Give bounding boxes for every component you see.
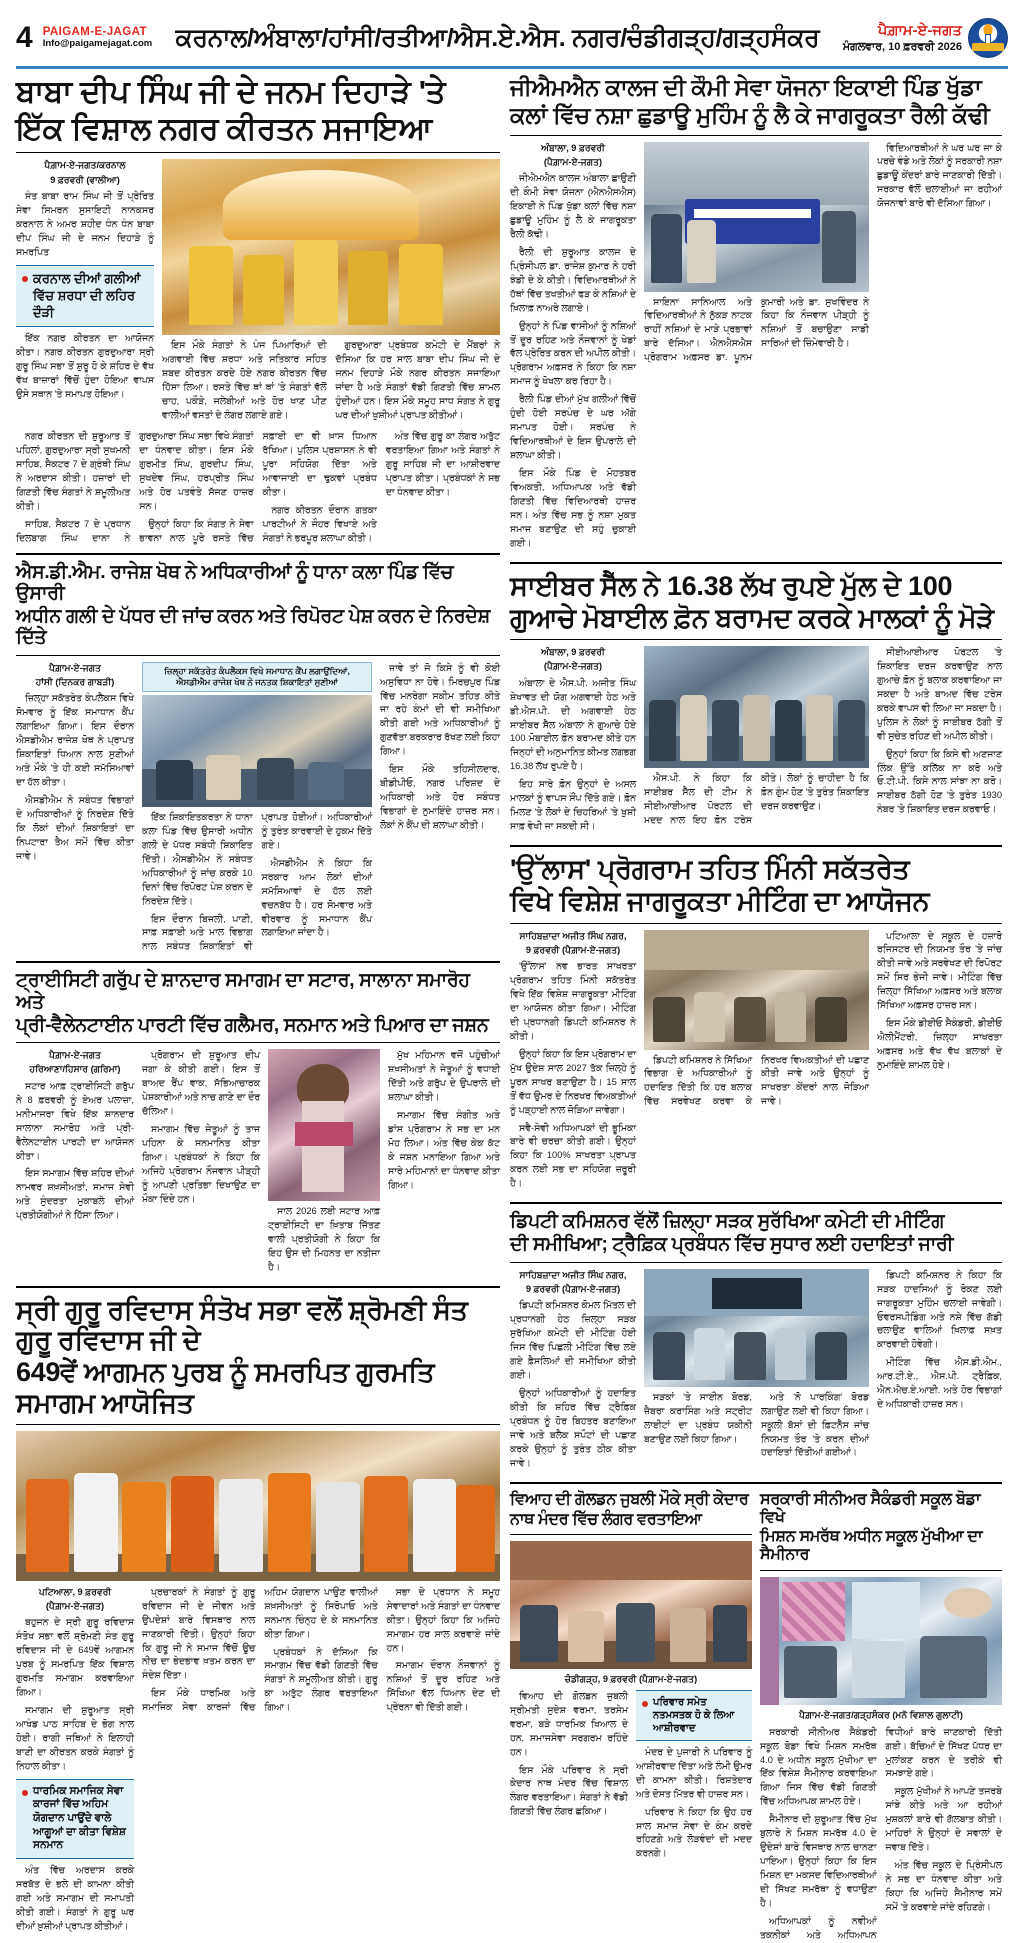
paragraph: ਇੱਕ ਸ਼ਿਕਾਇਤਕਰਤਾ ਨੇ ਧਾਨਾ ਕਲਾ ਪਿੰਡ ਵਿੱਚ ਉਸਾਰੀ ਅਧੀਨ ਗਲੀ ਦੇ ਪੱਧਰ ਸਬੰਧੀ ਸ਼ਿਕਾਇਤ ਦਿੱਤੀ। ਐਸਡੀਐਮ ਨੇ ਸਬੰਧਤ ਅਧਿਕਾਰੀਆਂ ਨੂੰ ਜਾਂਚ ਕਰਕੇ 10 ਦਿਨਾਂ ਵਿੱਚ ਰਿਪੋਰਟ ਪੇਸ਼ ਕਰਨ ਦੇ ਨਿਰਦੇਸ਼ ਦਿੱਤੇ। xyxy=(142,811,253,906)
headline-line-2: ਗੁਆਚੇ ਮੋਬਾਈਲ ਫ਼ੋਨ ਬਰਾਮਦ ਕਰਕੇ ਮਾਲਕਾਂ ਨੂੰ ਮੋੜੇ xyxy=(510,602,994,633)
paragraph: ਸਮਾਗਮ ਵਿੱਚ ਸੰਗੀਤ ਅਤੇ ਡਾਂਸ ਪ੍ਰੋਗਰਾਮ ਨੇ ਸਭ ਦਾ ਮਨ ਮੋਹ ਲਿਆ। ਅੰਤ ਵਿੱਚ ਕੇਕ ਕੱਟ ਕੇ ਜਸ਼ਨ ਮਨਾਇਆ ਗਿਆ ਅਤੇ ਸਾਰੇ ਮਹਿਮਾਨਾਂ ਦਾ ਧੰਨਵਾਦ ਕੀਤਾ ਗਿਆ। xyxy=(388,1109,500,1190)
paragraph: ਡਿਪਟੀ ਕਮਿਸ਼ਨਰ ਨੇ ਕਿਹਾ ਕਿ ਸੜਕ ਹਾਦਸਿਆਂ ਨੂੰ ਰੋਕਣ ਲਈ ਜਾਗਰੂਕਤਾ ਮੁਹਿੰਮ ਚਲਾਈ ਜਾਵੇਗੀ। ਓਵਰਸਪੀਡਿੰਗ ਅਤੇ ਨਸ਼ੇ ਵਿੱਚ ਗੱਡੀ ਚਲਾਉਣ ਵਾਲਿਆਂ ਖ਼ਿਲਾਫ਼ ਸਖ਼ਤ ਕਾਰਵਾਈ ਹੋਵੇਗੀ। xyxy=(877,1269,1002,1350)
divider xyxy=(510,1202,1002,1204)
paragraph: ਮੰਦਰ ਦੇ ਪੁਜਾਰੀ ਨੇ ਪਰਿਵਾਰ ਨੂੰ ਆਸ਼ੀਰਵਾਦ ਦਿੱਤਾ ਅਤੇ ਲੰਮੀ ਉਮਰ ਦੀ ਕਾਮਨਾ ਕੀਤੀ। ਰਿਸ਼ਤੇਦਾਰ ਅਤੇ ਦੋਸਤ ਮਿੱਤਰ ਵੀ ਹਾਜ਼ਰ ਸਨ। xyxy=(636,1746,752,1799)
article-photo-ravidas-sangat xyxy=(16,1431,500,1581)
byline-line-1: ਸਾਹਿਬਜ਼ਾਦਾ ਅਜੀਤ ਸਿੰਘ ਨਗਰ, xyxy=(519,1269,627,1280)
paragraph: ਵਿਆਹ ਦੀ ਗੋਲਡਨ ਜੁਬਲੀ ਸ੍ਰੀਮਤੀ ਸੁਦੇਸ਼ ਵਰਮਾ, ਤਰਸੇਮ ਵਰਮਾ, ਬੜੇ ਧਾਰਮਿਕ ਖਿਆਲ ਦੇ ਹਨ, ਸਮਾਜਸੇਵਾ ਸਰਗਰਮ ਰਹਿੰਦੇ ਹਨ। xyxy=(510,1690,628,1757)
article-ullas-programme xyxy=(510,854,1002,1195)
paragraph: ਸਭਾ ਦੇ ਪ੍ਰਧਾਨ ਨੇ ਸਮੂਹ ਸੇਵਾਦਾਰਾਂ ਅਤੇ ਸੰਗਤਾਂ ਦਾ ਧੰਨਵਾਦ ਕੀਤਾ। ਉਨ੍ਹਾਂ ਕਿਹਾ ਕਿ ਅਜਿਹੇ ਸਮਾਗਮ ਹਰ ਸਾਲ ਕਰਵਾਏ ਜਾਂਦੇ ਹਨ। xyxy=(386,1586,500,1653)
paragraph: ਡਿਪਟੀ ਕਮਿਸ਼ਨਰ ਨੇ ਸਿੱਖਿਆ ਵਿਭਾਗ ਦੇ ਅਧਿਕਾਰੀਆਂ ਨੂੰ ਹਦਾਇਤ ਦਿੱਤੀ ਕਿ ਹਰ ਬਲਾਕ ਵਿੱਚ ਸਰਵੇਖਣ ਕਰਵਾ ਕੇ ਨਿਰਖਰ ਵਿਅਕਤੀਆਂ ਦੀ ਪਛਾਣ ਕੀਤੀ ਜਾਵੇ ਅਤੇ ਉਨ੍ਹਾਂ ਨੂੰ ਸਾਖਰਤਾ ਕੇਂਦਰਾਂ ਨਾਲ ਜੋੜਿਆ ਜਾਵੇ। xyxy=(644,1054,869,1107)
headline-line-1: ਬਾਬਾ ਦੀਪ ਸਿੰਘ ਜੀ ਦੇ ਜਨਮ ਦਿਹਾੜੇ 'ਤੇ xyxy=(16,74,446,109)
highlight-box xyxy=(636,1690,752,1741)
headline-line-1: ਸਾਈਬਰ ਸੈੱਲ ਨੇ 16.38 ਲੱਖ ਰੁਪਏ ਮੁੱਲ ਦੇ 100 xyxy=(510,570,953,601)
paragraph: ਪ੍ਰਚਾਰਕਾਂ ਨੇ ਸੰਗਤਾਂ ਨੂੰ ਗੁਰੂ ਰਵਿਦਾਸ ਜੀ ਦੇ ਜੀਵਨ ਅਤੇ ਉਪਦੇਸ਼ਾਂ ਬਾਰੇ ਵਿਸਥਾਰ ਨਾਲ ਜਾਣਕਾਰੀ ਦਿੱਤੀ। ਉਨ੍ਹਾਂ ਕਿਹਾ ਕਿ ਗੁਰੂ ਜੀ ਨੇ ਸਮਾਜ ਵਿੱਚੋਂ ਊਚ ਨੀਚ ਦਾ ਭੇਦਭਾਵ ਖ਼ਤਮ ਕਰਨ ਦਾ ਸੰਦੇਸ਼ ਦਿੱਤਾ। xyxy=(142,1586,256,1681)
headline-line-1: ਟ੍ਰਾਈਸਿਟੀ ਗਰੁੱਪ ਦੇ ਸ਼ਾਨਦਾਰ ਸਮਾਗਮ ਦਾ ਸਟਾਰ, ਸਾਲਾਨਾ ਸਮਾਰੋਹ ਅਤੇ xyxy=(16,970,470,1013)
paragraph: ਉਨ੍ਹਾਂ ਨੇ ਪਿੰਡ ਵਾਸੀਆਂ ਨੂੰ ਨਸ਼ਿਆਂ ਤੋਂ ਦੂਰ ਰਹਿਣ ਅਤੇ ਨੌਜਵਾਨਾਂ ਨੂੰ ਖੇਡਾਂ ਵੱਲ ਪ੍ਰੇਰਿਤ ਕਰਨ ਦੀ ਅਪੀਲ ਕੀਤੀ। ਪ੍ਰੋਗਰਾਮ ਅਫ਼ਸਰ ਨੇ ਕਿਹਾ ਕਿ ਨਸ਼ਾ ਸਮਾਜ ਨੂੰ ਖੋਖਲਾ ਕਰ ਰਿਹਾ ਹੈ। xyxy=(510,320,636,387)
byline-line-2: (ਪੈਗ਼ਾਮ-ਏ-ਜਗਤ) xyxy=(543,156,603,167)
logo-wordmark: ਪੈਗ਼ਾਮ-ਏ-ਜਗਤ xyxy=(877,22,962,39)
divider xyxy=(510,1262,1002,1263)
byline-line-1: ਪੈਗ਼ਾਮ-ਏ-ਜਗਤ xyxy=(48,662,102,673)
byline-line-1: ਅੰਬਾਲਾ, 9 ਫ਼ਰਵਰੀ xyxy=(541,142,605,153)
bullet-icon xyxy=(22,276,28,282)
paragraph: ਅਧਿਆਪਕਾਂ ਨੂੰ ਨਵੀਆਂ ਤਕਨੀਕਾਂ ਅਤੇ ਅਧਿਆਪਨ ਵਿਧੀਆਂ ਬਾਰੇ ਜਾਣਕਾਰੀ ਦਿੱਤੀ ਗਈ। ਬੱਚਿਆਂ ਦੇ ਸਿੱਖਣ ਪੱਧਰ ਦਾ ਮੁਲਾਂਕਣ ਕਰਨ ਦੇ ਤਰੀਕੇ ਵੀ ਸਮਝਾਏ ਗਏ। xyxy=(760,1726,1002,1940)
paragraph: ਨਗਰ ਕੀਰਤਨ ਦੀ ਸ਼ੁਰੂਆਤ ਤੋਂ ਪਹਿਲਾਂ, ਗੁਰਦੁਆਰਾ ਸ੍ਰੀ ਸੁਖਮਨੀ ਸਾਹਿਬ, ਸੈਕਟਰ 7 ਦੇ ਗ੍ਰੰਥੀ ਸਿੰਘ ਨੇ ਅਰਦਾਸ ਕੀਤੀ। ਹਜ਼ਾਰਾਂ ਦੀ ਗਿਣਤੀ ਵਿੱਚ ਸੰਗਤਾਂ ਨੇ ਸ਼ਮੂਲੀਅਤ ਕੀਤੀ। xyxy=(16,431,131,511)
article-photo-tricity-winner xyxy=(268,1049,380,1201)
headline-line-1: ਐਸ.ਡੀ.ਐਮ. ਰਾਜੇਸ਼ ਖੋਥ ਨੇ ਅਧਿਕਾਰੀਆਂ ਨੂੰ ਧਾਨਾ ਕਲਾ ਪਿੰਡ ਵਿੱਚ ਉਸਾਰੀ xyxy=(16,561,454,604)
byline-line-1: ਸਾਹਿਬਜ਼ਾਦਾ ਅਜੀਤ ਸਿੰਘ ਨਗਰ, xyxy=(519,930,627,941)
paragraph: ਉਨ੍ਹਾਂ ਕਿਹਾ ਕਿ ਇਸ ਪ੍ਰੋਗਰਾਮ ਦਾ ਮੁੱਖ ਉਦੇਸ਼ ਸਾਲ 2027 ਤੱਕ ਜ਼ਿਲ੍ਹੇ ਨੂੰ ਪੂਰਨ ਸਾਖਰ ਬਣਾਉਣਾ ਹੈ। 15 ਸਾਲ ਤੋਂ ਵੱਧ ਉਮਰ ਦੇ ਨਿਰਖਰ ਵਿਅਕਤੀਆਂ ਨੂੰ ਪੜ੍ਹਾਈ ਨਾਲ ਜੋੜਿਆ ਜਾਵੇਗਾ। xyxy=(510,1048,636,1115)
paragraph: ਇਸ ਸਮਾਗਮ ਵਿੱਚ ਸ਼ਹਿਰ ਦੀਆਂ ਨਾਮਵਰ ਸ਼ਖ਼ਸੀਅਤਾਂ, ਸਮਾਜ ਸੇਵੀ ਅਤੇ ਸੁੰਦਰਤਾ ਮੁਕਾਬਲੇ ਦੀਆਂ ਪ੍ਰਤੀਯੋਗੀਆਂ ਨੇ ਹਿੱਸਾ ਲਿਆ। xyxy=(16,1168,134,1221)
highlight-box xyxy=(16,265,154,328)
article-photo-nagar-kirtan xyxy=(162,159,500,335)
left-column xyxy=(16,75,500,1943)
paragraph: ਇਸ ਮੌਕੇ ਪਿੰਡ ਦੇ ਮੋਹਤਬਰ ਵਿਅਕਤੀ, ਅਧਿਆਪਕ ਅਤੇ ਵੱਡੀ ਗਿਣਤੀ ਵਿੱਚ ਵਿਦਿਆਰਥੀ ਹਾਜ਼ਰ ਸਨ। ਅੰਤ ਵਿੱਚ ਸਭ ਨੂੰ ਨਸ਼ਾ ਮੁਕਤ ਸਮਾਜ ਬਣਾਉਣ ਦੀ ਸਹੁੰ ਚੁਕਾਈ ਗਈ। xyxy=(510,467,636,548)
headline-line-2: ਪ੍ਰੀ-ਵੈਲੇਨਟਾਈਨ ਪਾਰਟੀ ਵਿੱਚ ਗਲੈਮਰ, ਸਨਮਾਨ ਅਤੇ ਪਿਆਰ ਦਾ ਜਸ਼ਨ xyxy=(16,1014,489,1036)
paragraph: ਉਨ੍ਹਾਂ ਕਿਹਾ ਕਿ ਸੰਗਤ ਨੇ ਸੇਵਾ ਭਾਵਨਾ ਨਾਲ ਪੂਰੇ ਰਸਤੇ ਵਿੱਚ ਸਫ਼ਾਈ ਦਾ ਵੀ ਖ਼ਾਸ ਧਿਆਨ ਰੱਖਿਆ। ਪੁਲਿਸ ਪ੍ਰਸ਼ਾਸਨ ਨੇ ਵੀ ਪੂਰਾ ਸਹਿਯੋਗ ਦਿੱਤਾ ਅਤੇ ਆਵਾਜਾਈ ਦਾ ਢੁਕਵਾਂ ਪ੍ਰਬੰਧ ਕੀਤਾ। xyxy=(139,431,377,543)
divider xyxy=(510,1534,752,1535)
paragraph: ਡਿਪਟੀ ਕਮਿਸ਼ਨਰ ਕੋਮਲ ਮਿੱਤਲ ਦੀ ਪ੍ਰਧਾਨਗੀ ਹੇਠ ਜ਼ਿਲ੍ਹਾ ਸੜਕ ਸੁਰੱਖਿਆ ਕਮੇਟੀ ਦੀ ਮੀਟਿੰਗ ਹੋਈ ਜਿਸ ਵਿੱਚ ਪਿਛਲੀ ਮੀਟਿੰਗ ਵਿੱਚ ਲਏ ਗਏ ਫ਼ੈਸਲਿਆਂ ਦੀ ਸਮੀਖਿਆ ਕੀਤੀ ਗਈ। xyxy=(510,1300,636,1381)
paragraph: ਬਹੁਜਨ ਦੇ ਸ੍ਰੀ ਗੁਰੂ ਰਵਿਦਾਸ ਸੰਤੋਖ ਸਭਾ ਵਲੋਂ ਸ਼੍ਰੋਮਣੀ ਸੰਤ ਗੁਰੂ ਰਵਿਦਾਸ ਜੀ ਦੇ 649ਵੇਂ ਆਗਮਨ ਪੁਰਬ ਨੂੰ ਸਮਰਪਿਤ ਇੱਕ ਵਿਸ਼ਾਲ ਗੁਰਮਤਿ ਸਮਾਗਮ ਕਰਵਾਇਆ ਗਿਆ। xyxy=(16,1617,134,1698)
paragraph: ਉਨ੍ਹਾਂ ਕਿਹਾ ਕਿ ਕਿਸੇ ਵੀ ਅਣਜਾਣ ਲਿੰਕ ਉੱਤੇ ਕਲਿੱਕ ਨਾ ਕਰੋ ਅਤੇ ਓ.ਟੀ.ਪੀ. ਕਿਸੇ ਨਾਲ ਸਾਂਝਾ ਨਾ ਕਰੋ। ਸਾਈਬਰ ਠੱਗੀ ਹੋਣ 'ਤੇ ਤੁਰੰਤ 1930 ਨੰਬਰ 'ਤੇ ਸ਼ਿਕਾਇਤ ਦਰਜ ਕਰਵਾਓ। xyxy=(877,748,1002,815)
article-sdm-dhana-kala xyxy=(16,562,500,955)
brand-name: PAIGAM-E-JAGAT xyxy=(42,25,147,38)
article-photo-ullas-meeting xyxy=(644,930,869,1050)
paragraph: ਇੱਕ ਨਗਰ ਕੀਰਤਨ ਦਾ ਆਯੋਜਨ ਕੀਤਾ। ਨਗਰ ਕੀਰਤਨ ਗੁਰਦੁਆਰਾ ਸ੍ਰੀ ਗੁਰੂ ਸਿੰਘ ਸਭਾ ਤੋਂ ਸ਼ੁਰੂ ਹੋ ਕੇ ਸ਼ਹਿਰ ਦੇ ਵੱਖ ਵੱਖ ਬਾਜ਼ਾਰਾਂ ਵਿੱਚੋਂ ਹੁੰਦਾ ਹੋਇਆ ਵਾਪਸ ਉਸੇ ਸਥਾਨ 'ਤੇ ਸਮਾਪਤ ਹੋਇਆ। xyxy=(16,333,154,400)
byline-line-1: ਪਟਿਆਲਾ, 9 ਫ਼ਰਵਰੀ xyxy=(38,1586,112,1597)
paragraph: ਗੁਰਦੁਆਰਾ ਪ੍ਰਬੰਧਕ ਕਮੇਟੀ ਦੇ ਮੈਂਬਰਾਂ ਨੇ ਦੱਸਿਆ ਕਿ ਹਰ ਸਾਲ ਬਾਬਾ ਦੀਪ ਸਿੰਘ ਜੀ ਦੇ ਜਨਮ ਦਿਹਾੜੇ ਮੌਕੇ ਨਗਰ ਕੀਰਤਨ ਸਜਾਇਆ ਜਾਂਦਾ ਹੈ ਅਤੇ ਸੰਗਤਾਂ ਵੱਡੀ ਗਿਣਤੀ ਵਿੱਚ ਸ਼ਾਮਲ ਹੁੰਦੀਆਂ ਹਨ। ਇਸ ਮੌਕੇ ਸਮੂਹ ਸਾਧ ਸੰਗਤ ਨੇ ਗੁਰੂ ਘਰ ਦੀਆਂ ਖੁਸ਼ੀਆਂ ਪ੍ਰਾਪਤ ਕੀਤੀਆਂ। xyxy=(335,340,500,421)
paragraph: ਐਸਡੀਐਮ ਨੇ ਕਿਹਾ ਕਿ ਸਰਕਾਰ ਆਮ ਲੋਕਾਂ ਦੀਆਂ ਸਮੱਸਿਆਵਾਂ ਦੇ ਹੱਲ ਲਈ ਵਚਨਬੱਧ ਹੈ। ਹਰ ਸੋਮਵਾਰ ਅਤੇ ਵੀਰਵਾਰ ਨੂੰ ਸਮਾਧਾਨ ਕੈਂਪ ਲਗਾਇਆ ਜਾਂਦਾ ਹੈ। xyxy=(261,857,372,938)
masthead xyxy=(16,14,1008,62)
headline-line-2: ਦੀ ਸਮੀਖਿਆ; ਟ੍ਰੈਫ਼ਿਕ ਪ੍ਰਬੰਧਨ ਵਿੱਚ ਸੁਧਾਰ ਲਈ ਹਦਾਇਤਾਂ ਜਾਰੀ xyxy=(510,1234,954,1256)
paragraph: ਇਸ ਮੌਕੇ ਪਰਿਵਾਰ ਨੇ ਸ੍ਰੀ ਕੇਦਾਰ ਨਾਥ ਮੰਦਰ ਵਿੱਚ ਵਿਸ਼ਾਲ ਲੰਗਰ ਵਰਤਾਇਆ। ਸੰਗਤਾਂ ਨੇ ਵੱਡੀ ਗਿਣਤੀ ਵਿੱਚ ਲੰਗਰ ਛਕਿਆ। xyxy=(510,1764,628,1817)
bullet-icon xyxy=(642,1701,648,1707)
paragraph: ਸਾਲ 2026 ਲਈ ਸਟਾਰ ਆਫ਼ ਟ੍ਰਾਈਸਿਟੀ ਦਾ ਖ਼ਿਤਾਬ ਜਿੱਤਣ ਵਾਲੀ ਪ੍ਰਤੀਯੋਗੀ ਨੇ ਕਿਹਾ ਕਿ ਇਹ ਉਸ ਦੀ ਮਿਹਨਤ ਦਾ ਨਤੀਜਾ ਹੈ। xyxy=(268,1206,380,1272)
paragraph: ਮੀਟਿੰਗ ਵਿੱਚ ਐਸ.ਡੀ.ਐਮ., ਆਰ.ਟੀ.ਏ., ਐਸ.ਪੀ. ਟ੍ਰੈਫ਼ਿਕ, ਐਨ.ਐਚ.ਏ.ਆਈ. ਅਤੇ ਹੋਰ ਵਿਭਾਗਾਂ ਦੇ ਅਧਿਕਾਰੀ ਹਾਜ਼ਰ ਸਨ। xyxy=(877,1357,1002,1410)
headline-line-2: ਨਾਥ ਮੰਦਰ ਵਿੱਚ ਲੰਗਰ ਵਰਤਾਇਆ xyxy=(510,1510,702,1528)
byline-line-2: 9 ਫ਼ਰਵਰੀ (ਵਾਲੀਆ) xyxy=(50,174,120,185)
article-photo-nss-rally xyxy=(644,142,869,292)
article-baba-deep-singh xyxy=(16,75,500,546)
headline-line-1: ਡਿਪਟੀ ਕਮਿਸ਼ਨਰ ਵੱਲੋਂ ਜ਼ਿਲ੍ਹਾ ਸੜਕ ਸੁਰੱਖਿਆ ਕਮੇਟੀ ਦੀ ਮੀਟਿੰਗ xyxy=(510,1211,945,1233)
article-road-safety-committee xyxy=(510,1211,1002,1474)
byline: ਚੰਡੀਗੜ੍ਹ, 9 ਫ਼ਰਵਰੀ (ਪੈਗ਼ਾਮ-ਏ-ਜਗਤ) xyxy=(564,1674,698,1685)
article-photo-school-seminar xyxy=(760,1577,1002,1705)
headline-line-2: ਅਧੀਨ ਗਲੀ ਦੇ ਪੱਧਰ ਦੀ ਜਾਂਚ ਕਰਨ ਅਤੇ ਰਿਪੋਰਟ ਪੇਸ਼ ਕਰਨ ਦੇ ਨਿਰਦੇਸ਼ ਦਿੱਤੇ xyxy=(16,606,490,649)
byline-line-1: ਪੈਗ਼ਾਮ-ਏ-ਜਗਤ xyxy=(48,1050,102,1061)
article-guru-ravidas xyxy=(16,1295,500,1938)
paragraph: ਇਸ ਦੌਰਾਨ ਬਿਜਲੀ, ਪਾਣੀ, ਸਾਫ਼ ਸਫ਼ਾਈ ਅਤੇ ਮਾਲ ਵਿਭਾਗ ਨਾਲ ਸਬੰਧਤ ਸ਼ਿਕਾਇਤਾਂ ਵੀ ਪ੍ਰਾਪਤ ਹੋਈਆਂ। ਅਧਿਕਾਰੀਆਂ ਨੂੰ ਤੁਰੰਤ ਕਾਰਵਾਈ ਦੇ ਹੁਕਮ ਦਿੱਤੇ ਗਏ। xyxy=(142,811,372,952)
paragraph: ਇਸ ਮੌਕੇ ਡੀਈਓ ਸੈਕੰਡਰੀ, ਡੀਈਓ ਐਲੀਮੈਂਟਰੀ, ਜ਼ਿਲ੍ਹਾ ਸਾਖਰਤਾ ਅਫ਼ਸਰ ਅਤੇ ਵੱਖ ਵੱਖ ਬਲਾਕਾਂ ਦੇ ਨੁਮਾਇੰਦੇ ਸ਼ਾਮਲ ਹੋਏ। xyxy=(877,1018,1002,1070)
paragraph: ਨਗਰ ਕੀਰਤਨ ਦੌਰਾਨ ਗਤਕਾ ਪਾਰਟੀਆਂ ਨੇ ਜੌਹਰ ਵਿਖਾਏ ਅਤੇ ਸੰਗਤਾਂ ਨੇ ਭਰਪੂਰ ਸ਼ਲਾਘਾ ਕੀਤੀ। xyxy=(262,504,377,543)
paragraph: ਰੈਲੀ ਪਿੰਡ ਦੀਆਂ ਮੁੱਖ ਗਲੀਆਂ ਵਿੱਚੋਂ ਹੁੰਦੀ ਹੋਈ ਸਰਪੰਚ ਦੇ ਘਰ ਅੱਗੇ ਸਮਾਪਤ ਹੋਈ। ਸਰਪੰਚ ਨੇ ਵਿਦਿਆਰਥੀਆਂ ਦੇ ਇਸ ਉਪਰਾਲੇ ਦੀ ਸ਼ਲਾਘਾ ਕੀਤੀ। xyxy=(510,394,636,460)
bullet-icon xyxy=(22,1790,28,1796)
byline: ਪੈਗ਼ਾਮ-ਏ-ਜਗਤ/ਗੜ੍ਹਸੰਕਰ (ਮਨੋ ਵਿਸ਼ਾਲ ਗੁਲਾਟੀ) xyxy=(799,1710,963,1721)
headline-line-2: ਕਲਾਂ ਵਿੱਚ ਨਸ਼ਾ ਛੁਡਾਊ ਮੁਹਿੰਮ ਨੂੰ ਲੈ ਕੇ ਜਾਗਰੂਕਤਾ ਰੈਲੀ ਕੱਢੀ xyxy=(510,101,990,128)
headline-line-1: ਵਿਆਹ ਦੀ ਗੋਲਡਨ ਜੁਬਲੀ ਮੌਕੇ ਸ੍ਰੀ ਕੇਦਾਰ xyxy=(510,1490,749,1508)
headline-line-1: ਸ੍ਰੀ ਗੁਰੂ ਰਵਿਦਾਸ ਸੰਤੋਖ ਸਭਾ ਵਲੋਂ ਸ਼੍ਰੋਮਣੀ ਸੰਤ ਗੁਰੂ ਰਵਿਦਾਸ ਜੀ ਦੇ xyxy=(16,1294,468,1356)
paragraph: ਸਾਹਿਬ, ਸੈਕਟਰ 7 ਦੇ ਪ੍ਰਧਾਨ ਦਿਲਬਾਗ ਸਿੰਘ ਦਾਨਾ ਨੇ ਗੁਰਦੁਆਰਾ ਸਿੰਘ ਸਭਾ ਵਿਖੇ ਸੰਗਤਾਂ ਦਾ ਧੰਨਵਾਦ ਕੀਤਾ। ਇਸ ਮੌਕੇ ਗੁਰਮੀਤ ਸਿੰਘ, ਗੁਰਦੀਪ ਸਿੰਘ, ਸੁਖਦੇਵ ਸਿੰਘ, ਹਰਪ੍ਰੀਤ ਸਿੰਘ ਅਤੇ ਹੋਰ ਪਤਵੰਤੇ ਸੱਜਣ ਹਾਜ਼ਰ ਸਨ। xyxy=(16,431,254,543)
paragraph: ਉਨ੍ਹਾਂ ਅਧਿਕਾਰੀਆਂ ਨੂੰ ਹਦਾਇਤ ਕੀਤੀ ਕਿ ਸ਼ਹਿਰ ਵਿੱਚ ਟ੍ਰੈਫ਼ਿਕ ਪ੍ਰਬੰਧਨ ਨੂੰ ਹੋਰ ਬਿਹਤਰ ਬਣਾਇਆ ਜਾਵੇ ਅਤੇ ਬਲੈਕ ਸਪੌਟਾਂ ਦੀ ਪਛਾਣ ਕਰਕੇ ਉਨ੍ਹਾਂ ਨੂੰ ਤੁਰੰਤ ਠੀਕ ਕੀਤਾ ਜਾਵੇ। xyxy=(510,1388,636,1468)
paragraph: ਪਟਿਆਲਾ ਦੇ ਸਕੂਲ ਦੇ ਹਜ਼ਾਰੋ ਰਜਿਸਟਰ ਦੀ ਨਿਯਮਤ ਤੌਰ 'ਤੇ ਜਾਂਚ ਕੀਤੀ ਜਾਵੇ ਅਤੇ ਸਰਵੇਖਣ ਦੀ ਰਿਪੋਰਟ ਸਮੇਂ ਸਿਰ ਭੇਜੀ ਜਾਵੇ। ਮੀਟਿੰਗ ਵਿੱਚ ਜ਼ਿਲ੍ਹਾ ਸਿੱਖਿਆ ਅਫ਼ਸਰ ਅਤੇ ਬਲਾਕ ਸਿੱਖਿਆ ਅਫ਼ਸਰ ਹਾਜ਼ਰ ਸਨ। xyxy=(877,930,1002,1011)
article-photo-road-safety-meeting xyxy=(644,1269,869,1387)
bottom-right-pair xyxy=(510,1491,1002,1943)
paragraph: ਸਰਕਾਰੀ ਸੀਨੀਅਰ ਸੈਕੰਡਰੀ ਸਕੂਲ ਬੋਡਾ ਵਿਖੇ ਮਿਸ਼ਨ ਸਮਰੱਥ 4.0 ਦੇ ਅਧੀਨ ਸਕੂਲ ਮੁੱਖੀਆ ਦਾ ਇੱਕ ਵਿਸ਼ੇਸ਼ ਸੈਮੀਨਾਰ ਕਰਵਾਇਆ ਗਿਆ ਜਿਸ ਵਿੱਚ ਵੱਡੀ ਗਿਣਤੀ ਵਿੱਚ ਅਧਿਆਪਕ ਸ਼ਾਮਲ ਹੋਏ। xyxy=(760,1726,877,1807)
divider xyxy=(16,961,500,963)
paragraph: ਸਕੂਲ ਮੁੱਖੀਆਂ ਨੇ ਆਪਣੇ ਤਜਰਬੇ ਸਾਂਝੇ ਕੀਤੇ ਅਤੇ ਆ ਰਹੀਆਂ ਮੁਸ਼ਕਲਾਂ ਬਾਰੇ ਵੀ ਗੱਲਬਾਤ ਕੀਤੀ। ਮਾਹਿਰਾਂ ਨੇ ਉਨ੍ਹਾਂ ਦੇ ਸਵਾਲਾਂ ਦੇ ਜਵਾਬ ਦਿੱਤੇ। xyxy=(885,1786,1002,1853)
paragraph: ਸੈਮੀਨਾਰ ਦੀ ਸ਼ੁਰੂਆਤ ਵਿੱਚ ਮੁੱਖ ਬੁਲਾਰੇ ਨੇ ਮਿਸ਼ਨ ਸਮਰੱਥ 4.0 ਦੇ ਉਦੇਸ਼ਾਂ ਬਾਰੇ ਵਿਸਥਾਰ ਨਾਲ ਚਾਨਣਾ ਪਾਇਆ। ਉਨ੍ਹਾਂ ਕਿਹਾ ਕਿ ਇਸ ਮਿਸ਼ਨ ਦਾ ਮਕਸਦ ਵਿਦਿਆਰਥੀਆਂ ਦੀ ਸਿੱਖਣ ਸਮਰੱਥਾ ਨੂੰ ਵਧਾਉਣਾ ਹੈ। xyxy=(760,1814,877,1908)
byline-line-2: ਹਾਂਸੀ (ਦਿਨਕਰ ਗਾਬੜੀ) xyxy=(35,676,115,687)
highlight-text: ਧਾਰਮਿਕ ਸਮਾਜਿਕ ਸੇਵਾ ਕਾਰਜਾਂ ਵਿੱਚ ਅਹਿਮ ਯੋਗਦਾਨ ਪਾਉਂਦੇ ਵਾਲੇ ਆਗੂਆਂ ਦਾ ਕੀਤਾ ਵਿਸ਼ੇਸ਼ ਸਨਮਾਨ xyxy=(33,1784,126,1852)
divider xyxy=(510,1482,1002,1484)
paragraph: ਅੰਤ ਵਿੱਚ ਸਕੂਲ ਦੇ ਪ੍ਰਿੰਸੀਪਲ ਨੇ ਸਭ ਦਾ ਧੰਨਵਾਦ ਕੀਤਾ ਅਤੇ ਕਿਹਾ ਕਿ ਅਜਿਹੇ ਸੈਮੀਨਾਰ ਸਮੇਂ ਸਮੇਂ 'ਤੇ ਕਰਵਾਏ ਜਾਂਦੇ ਰਹਿਣਗੇ। xyxy=(885,1860,1002,1912)
divider xyxy=(16,1424,500,1425)
article-photo-temple-langar xyxy=(510,1541,752,1669)
page-number: 4 xyxy=(16,21,33,54)
paragraph: ਸਮਾਗਮ ਦੀ ਸ਼ੁਰੂਆਤ ਸ੍ਰੀ ਆਖੰਡ ਪਾਠ ਸਾਹਿਬ ਦੇ ਭੋਗ ਨਾਲ ਹੋਈ। ਰਾਗੀ ਜਥਿਆਂ ਨੇ ਇਲਾਹੀ ਬਾਣੀ ਦਾ ਕੀਰਤਨ ਕਰਕੇ ਸੰਗਤਾਂ ਨੂੰ ਨਿਹਾਲ ਕੀਤਾ। xyxy=(16,1705,134,1771)
divider xyxy=(510,845,1002,847)
edition-list: ਕਰਨਾਲ/ਅੰਬਾਲਾ/ਹਾਂਸੀ/ਰਤੀਆ/ਐਸ.ਏ.ਐਸ. ਨਗਰ/ਚੰਡੀਗੜ੍ਹ/ਗੜ੍ਹਸੰਕਰ xyxy=(175,23,820,52)
paragraph: ਅੰਤ ਵਿੱਚ ਅਰਦਾਸ ਕਰਕੇ ਸਰਬੱਤ ਦੇ ਭਲੇ ਦੀ ਕਾਮਨਾ ਕੀਤੀ ਗਈ ਅਤੇ ਸਮਾਗਮ ਦੀ ਸਮਾਪਤੀ ਕੀਤੀ ਗਈ। ਸੰਗਤਾਂ ਨੇ ਗੁਰੂ ਘਰ ਦੀਆਂ ਖ਼ੁਸ਼ੀਆਂ ਪ੍ਰਾਪਤ ਕੀਤੀਆਂ। xyxy=(16,1864,134,1931)
paragraph: ਸੜਕਾਂ 'ਤੇ ਸਾਈਨ ਬੋਰਡ, ਜ਼ੈਬਰਾ ਕਰਾਸਿੰਗ ਅਤੇ ਸਟ੍ਰੀਟ ਲਾਈਟਾਂ ਦਾ ਪ੍ਰਬੰਧ ਯਕੀਨੀ ਬਣਾਉਣ ਲਈ ਕਿਹਾ ਗਿਆ। xyxy=(644,1391,752,1444)
divider xyxy=(16,655,500,656)
paragraph: ਅਤੇ 'ਨੋ ਪਾਰਕਿੰਗ' ਬੋਰਡ ਲਗਾਉਣ ਲਈ ਵੀ ਕਿਹਾ ਗਿਆ। ਸਕੂਲੀ ਬੱਸਾਂ ਦੀ ਫ਼ਿਟਨੈੱਸ ਜਾਂਚ ਨਿਯਮਤ ਤੌਰ 'ਤੇ ਕਰਨ ਦੀਆਂ ਹਦਾਇਤਾਂ ਦਿੱਤੀਆਂ ਗਈਆਂ। xyxy=(761,1391,869,1458)
headline-line-2: ਵਿਖੇ ਵਿਸ਼ੇਸ਼ ਜਾਗਰੂਕਤਾ ਮੀਟਿੰਗ ਦਾ ਆਯੋਜਨ xyxy=(510,886,930,917)
divider xyxy=(16,152,500,153)
paragraph: ਸਵੈ-ਸੇਵੀ ਅਧਿਆਪਕਾਂ ਦੀ ਭੂਮਿਕਾ ਬਾਰੇ ਵੀ ਚਰਚਾ ਕੀਤੀ ਗਈ। ਉਨ੍ਹਾਂ ਕਿਹਾ ਕਿ 100% ਸਾਖਰਤਾ ਪ੍ਰਾਪਤ ਕਰਨ ਲਈ ਸਭ ਦਾ ਸਹਿਯੋਗ ਜ਼ਰੂਰੀ ਹੈ। xyxy=(510,1122,636,1189)
paragraph: ਪ੍ਰੋਗਰਾਮ ਦੀ ਸ਼ੁਰੂਆਤ ਦੀਪ ਜਗਾ ਕੇ ਕੀਤੀ ਗਈ। ਇਸ ਤੋਂ ਬਾਅਦ ਰੈਂਪ ਵਾਕ, ਸੱਭਿਆਚਾਰਕ ਪੇਸ਼ਕਾਰੀਆਂ ਅਤੇ ਨਾਚ ਗਾਣੇ ਦਾ ਦੌਰ ਚੱਲਿਆ। xyxy=(142,1050,260,1116)
right-column xyxy=(510,75,1002,1943)
paragraph: ਅੰਬਾਲਾ ਦੇ ਐਸ.ਪੀ. ਅਜੀਤ ਸਿੰਘ ਸ਼ੇਖਾਵਤ ਦੀ ਯੋਗ ਅਗਵਾਈ ਹੇਠ ਅਤੇ ਡੀ.ਐਸ.ਪੀ. ਦੀ ਅਗਵਾਈ ਹੇਠ ਸਾਈਬਰ ਸੈੱਲ ਅੰਬਾਲਾ ਨੇ ਗੁਆਚੇ ਹੋਏ 100 ਮੋਬਾਈਲ ਫ਼ੋਨ ਬਰਾਮਦ ਕੀਤੇ ਹਨ ਜਿਨ੍ਹਾਂ ਦੀ ਅਨੁਮਾਨਿਤ ਕੀਮਤ ਲਗਭਗ 16.38 ਲੱਖ ਰੁਪਏ ਹੈ। xyxy=(510,677,636,772)
headline-line-2: 649ਵੇਂ ਆਗਮਨ ਪੁਰਬ ਨੂੰ ਸਮਰਪਿਤ ਗੁਰਮਤਿ ਸਮਾਗਮ ਆਯੋਜਿਤ xyxy=(16,1357,435,1418)
paragraph: ਐਸ.ਪੀ. ਨੇ ਕਿਹਾ ਕਿ ਸਾਈਬਰ ਸੈੱਲ ਦੀ ਟੀਮ ਨੇ ਸੀਈਆਈਆਰ ਪੋਰਟਲ ਦੀ ਮਦਦ ਨਾਲ ਇਹ ਫ਼ੋਨ ਟਰੇਸ ਕੀਤੇ। ਲੋਕਾਂ ਨੂੰ ਚਾਹੀਦਾ ਹੈ ਕਿ ਫ਼ੋਨ ਗੁੰਮ ਹੋਣ 'ਤੇ ਤੁਰੰਤ ਸ਼ਿਕਾਇਤ ਦਰਜ ਕਰਵਾਉਣ। xyxy=(644,773,869,825)
byline-line-2: ਹਰਿਆਣਾ/ਹਿਸਾਰ (ਗਰਿਮਾ) xyxy=(29,1064,121,1075)
paragraph: ਜੀਐਮਐਨ ਕਾਲਜ ਅੰਬਾਲਾ ਛਾਉਣੀ ਦੀ ਕੌਮੀ ਸੇਵਾ ਯੋਜਨਾ (ਐਨਐਸਐਸ) ਇਕਾਈ ਨੇ ਪਿੰਡ ਖੁੱਡਾ ਕਲਾਂ ਵਿੱਚ ਨਸ਼ਾ ਛੁਡਾਊ ਮੁਹਿੰਮ ਨੂੰ ਲੈ ਕੇ ਜਾਗਰੂਕਤਾ ਰੈਲੀ ਕੱਢੀ। xyxy=(510,173,636,239)
article-mission-samarth-seminar xyxy=(760,1491,1002,1943)
article-gmn-college-nss xyxy=(510,75,1002,555)
divider xyxy=(16,1286,500,1288)
paragraph: ਇਸ ਮੌਕੇ ਸੰਗਤਾਂ ਨੇ ਪੰਜ ਪਿਆਰਿਆਂ ਦੀ ਅਗਵਾਈ ਵਿੱਚ ਸ਼ਰਧਾ ਅਤੇ ਸਤਿਕਾਰ ਸਹਿਤ ਸ਼ਬਦ ਕੀਰਤਨ ਕਰਦੇ ਹੋਏ ਨਗਰ ਕੀਰਤਨ ਵਿੱਚ ਹਿੱਸਾ ਲਿਆ। ਰਸਤੇ ਵਿੱਚ ਥਾਂ ਥਾਂ 'ਤੇ ਸੰਗਤਾਂ ਵੱਲੋਂ ਚਾਹ, ਪਕੌੜੇ, ਜਲੇਬੀਆਂ ਅਤੇ ਹੋਰ ਖਾਣ ਪੀਣ ਵਾਲੀਆਂ ਵਸਤਾਂ ਦੇ ਲੰਗਰ ਲਗਾਏ ਗਏ। xyxy=(162,340,327,421)
headline-line-1: ਜੀਐਮਐਨ ਕਾਲਜ ਦੀ ਕੌਮੀ ਸੇਵਾ ਯੋਜਨਾ ਇਕਾਈ ਪਿੰਡ ਖੁੱਡਾ xyxy=(510,74,982,100)
paragraph: ਸਮਾਗਮ ਵਿੱਚ ਜੇਤੂਆਂ ਨੂੰ ਤਾਜ ਪਹਿਨਾ ਕੇ ਸਨਮਾਨਿਤ ਕੀਤਾ ਗਿਆ। ਪ੍ਰਬੰਧਕਾਂ ਨੇ ਕਿਹਾ ਕਿ ਅਜਿਹੇ ਪ੍ਰੋਗਰਾਮ ਨੌਜਵਾਨ ਪੀੜ੍ਹੀ ਨੂੰ ਆਪਣੀ ਪ੍ਰਤਿਭਾ ਦਿਖਾਉਣ ਦਾ ਮੌਕਾ ਦਿੰਦੇ ਹਨ। xyxy=(142,1123,260,1204)
article-tricity-group xyxy=(16,970,500,1278)
divider xyxy=(510,639,1002,640)
paragraph: ਇਸ ਮੌਕੇ ਧਾਰਮਿਕ ਅਤੇ ਸਮਾਜਿਕ ਸੇਵਾ ਕਾਰਜਾਂ ਵਿੱਚ ਅਹਿਮ ਯੋਗਦਾਨ ਪਾਉਣ ਵਾਲੀਆਂ ਸ਼ਖ਼ਸੀਅਤਾਂ ਨੂੰ ਸਿਰੋਪਾਓ ਅਤੇ ਸਨਮਾਨ ਚਿੰਨ੍ਹ ਦੇ ਕੇ ਸਨਮਾਨਿਤ ਕੀਤਾ ਗਿਆ। xyxy=(142,1586,378,1713)
photo-caption: ਜ਼ਿਲ੍ਹਾ ਸਕੱਤਰੇਤ ਕੰਪਲੈਕਸ ਵਿਖੇ ਸਮਾਧਾਨ ਕੈਂਪ ਲਗਾਉਂਦਿਆਂ, ਐਸਡੀਐਮ ਰਾਜੇਸ਼ ਖੋਥ ਨੇ ਜਨਤਕ ਸ਼ਿਕਾਇਤਾਂ ਸੁਣੀਆਂ xyxy=(142,662,372,692)
article-golden-jubilee-langar xyxy=(510,1491,752,1943)
paragraph: ਅੰਤ ਵਿੱਚ ਗੁਰੂ ਕਾ ਲੰਗਰ ਅਤੁੱਟ ਵਰਤਾਇਆ ਗਿਆ ਅਤੇ ਸੰਗਤਾਂ ਨੇ ਗੁਰੂ ਸਾਹਿਬ ਜੀ ਦਾ ਆਸ਼ੀਰਵਾਦ ਪ੍ਰਾਪਤ ਕੀਤਾ। ਪ੍ਰਬੰਧਕਾਂ ਨੇ ਸਭ ਦਾ ਧੰਨਵਾਦ ਕੀਤਾ। xyxy=(385,431,500,497)
article-photo-samadhan-camp xyxy=(142,695,372,807)
divider xyxy=(510,923,1002,924)
paragraph: ਪ੍ਰਬੰਧਕਾਂ ਨੇ ਦੱਸਿਆ ਕਿ ਸਮਾਗਮ ਵਿੱਚ ਵੱਡੀ ਗਿਣਤੀ ਵਿੱਚ ਸੰਗਤਾਂ ਨੇ ਸ਼ਮੂਲੀਅਤ ਕੀਤੀ। ਗੁਰੂ ਕਾ ਅਤੁੱਟ ਲੰਗਰ ਵਰਤਾਇਆ ਗਿਆ। xyxy=(264,1646,378,1713)
paragraph: ਮੁੱਖ ਮਹਿਮਾਨ ਵਜੋਂ ਪਹੁੰਚੀਆਂ ਸ਼ਖ਼ਸੀਅਤਾਂ ਨੇ ਜੇਤੂਆਂ ਨੂੰ ਵਧਾਈ ਦਿੱਤੀ ਅਤੇ ਗਰੁੱਪ ਦੇ ਉਪਰਾਲੇ ਦੀ ਸ਼ਲਾਘਾ ਕੀਤੀ। xyxy=(388,1050,500,1102)
paragraph: ਐਸਡੀਐਮ ਨੇ ਸਬੰਧਤ ਵਿਭਾਗਾਂ ਦੇ ਅਧਿਕਾਰੀਆਂ ਨੂੰ ਨਿਰਦੇਸ਼ ਦਿੱਤੇ ਕਿ ਲੋਕਾਂ ਦੀਆਂ ਸ਼ਿਕਾਇਤਾਂ ਦਾ ਨਿਪਟਾਰਾ ਤੈਅ ਸਮੇਂ ਵਿੱਚ ਕੀਤਾ ਜਾਵੇ। xyxy=(16,794,134,861)
headline-line-1: 'ਉੱਲਾਸ' ਪ੍ਰੋਗਰਾਮ ਤਹਿਤ ਮਿੰਨੀ ਸਕੱਤਰੇਤ xyxy=(510,854,910,885)
headline-line-1: ਸਰਕਾਰੀ ਸੀਨੀਅਰ ਸੈਕੰਡਰੀ ਸਕੂਲ ਬੋਡਾ ਵਿਖੇ xyxy=(760,1490,981,1526)
paragraph: ਇਹ ਸਾਰੇ ਫ਼ੋਨ ਉਨ੍ਹਾਂ ਦੇ ਅਸਲ ਮਾਲਕਾਂ ਨੂੰ ਵਾਪਸ ਸੌਂਪ ਦਿੱਤੇ ਗਏ। ਫ਼ੋਨ ਮਿਲਣ 'ਤੇ ਲੋਕਾਂ ਦੇ ਚਿਹਰਿਆਂ 'ਤੇ ਖੁਸ਼ੀ ਸਾਫ਼ ਵੇਖੀ ਜਾ ਸਕਦੀ ਸੀ। xyxy=(510,779,636,832)
byline-line-2: (ਪੈਗ਼ਾਮ-ਏ-ਜਗਤ) xyxy=(543,661,603,672)
headline-line-2: ਇੱਕ ਵਿਸ਼ਾਲ ਨਗਰ ਕੀਰਤਨ ਸਜਾਇਆ xyxy=(16,110,432,146)
paragraph: ਵਿਦਿਆਰਥੀਆਂ ਨੇ ਘਰ ਘਰ ਜਾ ਕੇ ਪਰਚੇ ਵੰਡੇ ਅਤੇ ਲੋਕਾਂ ਨੂੰ ਸਰਕਾਰੀ ਨਸ਼ਾ ਛੁਡਾਊ ਕੇਂਦਰਾਂ ਬਾਰੇ ਜਾਣਕਾਰੀ ਦਿੱਤੀ। ਸਰਕਾਰ ਵੱਲੋਂ ਚਲਾਈਆਂ ਜਾ ਰਹੀਆਂ ਯੋਜਨਾਵਾਂ ਬਾਰੇ ਵੀ ਦੱਸਿਆ ਗਿਆ। xyxy=(877,142,1002,209)
article-cyber-cell-phones xyxy=(510,571,1002,838)
paragraph: ਜਾਵੇ ਤਾਂ ਜੋ ਕਿਸੇ ਨੂੰ ਵੀ ਕੋਈ ਅਸੁਵਿਧਾ ਨਾ ਹੋਵੇ। ਮਿਰਚਪੁਰ ਪਿੰਡ ਵਿੱਚ ਮਨਰੇਗਾ ਸਕੀਮ ਤਹਿਤ ਕੀਤੇ ਜਾ ਰਹੇ ਕੰਮਾਂ ਦੀ ਵੀ ਸਮੀਖਿਆ ਕੀਤੀ ਗਈ ਅਤੇ ਅਧਿਕਾਰੀਆਂ ਨੂੰ ਗੁਣਵੱਤਾ ਬਰਕਰਾਰ ਰੱਖਣ ਲਈ ਕਿਹਾ ਗਿਆ। xyxy=(380,662,500,757)
publication-date: ਮੰਗਲਵਾਰ, 10 ਫ਼ਰਵਰੀ 2026 xyxy=(842,40,962,53)
highlight-box xyxy=(16,1779,134,1859)
highlight-text: ਪਰਿਵਾਰ ਸਮੇਤ ਨਤਮਸਤਕ ਹੋ ਕੇ ਲਿਆ ਆਸ਼ੀਰਵਾਦ xyxy=(653,1696,735,1734)
masthead-right xyxy=(843,18,1008,58)
masthead-rule xyxy=(16,66,1008,69)
brand-email: Info@paigamejagat.com xyxy=(42,38,153,50)
paragraph: 'ਉੱਲਾਸ' ਨਵ ਭਾਰਤ ਸਾਖਰਤਾ ਪ੍ਰੋਗਰਾਮ ਤਹਿਤ ਮਿੰਨੀ ਸਕੱਤਰੇਤ ਵਿਖੇ ਇੱਕ ਵਿਸ਼ੇਸ਼ ਜਾਗਰੂਕਤਾ ਮੀਟਿੰਗ ਦਾ ਆਯੋਜਨ ਕੀਤਾ ਗਿਆ। ਮੀਟਿੰਗ ਦੀ ਪ੍ਰਧਾਨਗੀ ਡਿਪਟੀ ਕਮਿਸ਼ਨਰ ਨੇ ਕੀਤੀ। xyxy=(510,961,636,1041)
article-photo-cyber-cell xyxy=(644,646,869,768)
paragraph: ਸਟਾਰ ਆਫ਼ ਟ੍ਰਾਈਸਿਟੀ ਗਰੁੱਪ ਨੇ 8 ਫ਼ਰਵਰੀ ਨੂੰ ਏਅਰ ਪਲਾਜ਼ਾ, ਮਨੀਮਾਜਰਾ ਵਿਖੇ ਇੱਕ ਸ਼ਾਨਦਾਰ ਸਾਲਾਨਾ ਸਮਾਰੋਹ ਅਤੇ ਪ੍ਰੀ-ਵੈਲੇਨਟਾਈਨ ਪਾਰਟੀ ਦਾ ਆਯੋਜਨ ਕੀਤਾ। xyxy=(16,1080,134,1161)
divider xyxy=(760,1570,1002,1571)
lead-paragraph: ਸੰਤ ਬਾਬਾ ਰਾਮ ਸਿੰਘ ਜੀ ਤੋਂ ਪ੍ਰੇਰਿਤ ਸੇਵਾ ਸਿਮਰਨ ਸੁਸਾਇਟੀ ਨਾਨਕਸਰ ਕਰਨਾਲ ਨੇ ਅਮਰ ਸ਼ਹੀਦ ਧੰਨ ਧੰਨ ਬਾਬਾ ਦੀਪ ਸਿੰਘ ਜੀ ਦੇ ਜਨਮ ਦਿਹਾੜੇ ਨੂੰ ਸਮਰਪਿਤ xyxy=(16,191,154,257)
byline-line-2: (ਪੈਗ਼ਾਮ-ਏ-ਜਗਤ) xyxy=(45,1601,105,1612)
divider xyxy=(16,553,500,555)
paragraph: ਸਮਾਗਮ ਦੌਰਾਨ ਨੌਜਵਾਨਾਂ ਨੂੰ ਨਸ਼ਿਆਂ ਤੋਂ ਦੂਰ ਰਹਿਣ ਅਤੇ ਸਿੱਖਿਆ ਵੱਲ ਧਿਆਨ ਦੇਣ ਦੀ ਪ੍ਰੇਰਨਾ ਵੀ ਦਿੱਤੀ ਗਈ। xyxy=(386,1660,500,1713)
byline-line-2: 9 ਫ਼ਰਵਰੀ (ਪੈਗ਼ਾਮ-ਏ-ਜਗਤ) xyxy=(525,1284,621,1295)
paragraph: ਸਾਇਨਾ ਸਾਨਿਆਲ ਅਤੇ ਵਿਦਿਆਰਥੀਆਂ ਨੇ ਨੁੱਕੜ ਨਾਟਕ ਰਾਹੀਂ ਨਸ਼ਿਆਂ ਦੇ ਮਾੜੇ ਪ੍ਰਭਾਵਾਂ ਬਾਰੇ ਦੱਸਿਆ। ਐਨਐਸਐਸ ਪ੍ਰੋਗਰਾਮ ਅਫ਼ਸਰ ਡਾ. ਪੂਨਮ ਕੁਮਾਰੀ ਅਤੇ ਡਾ. ਸੁਖਵਿੰਦਰ ਨੇ ਕਿਹਾ ਕਿ ਨੌਜਵਾਨ ਪੀੜ੍ਹੀ ਨੂੰ ਨਸ਼ਿਆਂ ਤੋਂ ਬਚਾਉਣਾ ਸਾਡੀ ਸਾਰਿਆਂ ਦੀ ਜ਼ਿੰਮੇਵਾਰੀ ਹੈ। xyxy=(644,296,869,363)
byline-line-1: ਪੈਗ਼ਾਮ-ਏ-ਜਗਤ/ਕਰਨਾਲ xyxy=(44,160,126,171)
paragraph: ਇਸ ਮੌਕੇ ਤਹਿਸੀਲਦਾਰ, ਬੀਡੀਪੀਓ, ਨਗਰ ਪਰਿਸ਼ਦ ਦੇ ਅਧਿਕਾਰੀ ਅਤੇ ਹੋਰ ਸਬੰਧਤ ਵਿਭਾਗਾਂ ਦੇ ਨੁਮਾਇੰਦੇ ਹਾਜ਼ਰ ਸਨ। ਲੋਕਾਂ ਨੇ ਕੈਂਪ ਦੀ ਸ਼ਲਾਘਾ ਕੀਤੀ। xyxy=(380,764,500,830)
torch-logo-icon xyxy=(968,18,1008,58)
highlight-text: ਕਰਨਾਲ ਦੀਆਂ ਗਲੀਆਂ ਵਿੱਚ ਸ਼ਰਧਾ ਦੀ ਲਹਿਰ ਦੌੜੀ xyxy=(33,270,141,320)
paragraph: ਪਰਿਵਾਰ ਨੇ ਕਿਹਾ ਕਿ ਉਹ ਹਰ ਸਾਲ ਸਮਾਜ ਸੇਵਾ ਦੇ ਕੰਮ ਕਰਦੇ ਰਹਿਣਗੇ ਅਤੇ ਲੋੜਵੰਦਾਂ ਦੀ ਮਦਦ ਕਰਨਗੇ। xyxy=(636,1806,752,1859)
divider xyxy=(16,1042,500,1043)
divider xyxy=(510,135,1002,136)
paragraph: ਸੀਈਆਈਆਰ ਪੋਰਟਲ 'ਤੇ ਸ਼ਿਕਾਇਤ ਦਰਜ ਕਰਵਾਉਣ ਨਾਲ ਗੁਆਚੇ ਫ਼ੋਨ ਨੂੰ ਬਲਾਕ ਕਰਵਾਇਆ ਜਾ ਸਕਦਾ ਹੈ ਅਤੇ ਬਾਅਦ ਵਿੱਚ ਟਰੇਸ ਕਰਕੇ ਵਾਪਸ ਵੀ ਲਿਆ ਜਾ ਸਕਦਾ ਹੈ। ਪੁਲਿਸ ਨੇ ਲੋਕਾਂ ਨੂੰ ਸਾਈਬਰ ਠੱਗੀ ਤੋਂ ਵੀ ਸੁਚੇਤ ਰਹਿਣ ਦੀ ਅਪੀਲ ਕੀਤੀ। xyxy=(877,647,1002,741)
paragraph: ਰੈਲੀ ਦੀ ਸ਼ੁਰੂਆਤ ਕਾਲਜ ਦੇ ਪ੍ਰਿੰਸੀਪਲ ਡਾ. ਰਾਜੇਸ਼ ਕੁਮਾਰ ਨੇ ਹਰੀ ਝੰਡੀ ਦੇ ਕੇ ਕੀਤੀ। ਵਿਦਿਆਰਥੀਆਂ ਨੇ ਹੱਥਾਂ ਵਿੱਚ ਤਖਤੀਆਂ ਫੜ ਕੇ ਨਸ਼ਿਆਂ ਦੇ ਖ਼ਿਲਾਫ਼ ਨਾਅਰੇ ਲਗਾਏ। xyxy=(510,246,636,313)
headline-line-2: ਮਿਸ਼ਨ ਸਮਰੱਥ ਅਧੀਨ ਸਕੂਲ ਮੁੱਖੀਆ ਦਾ ਸੈਮੀਨਾਰ xyxy=(760,1528,983,1564)
byline-line-2: 9 ਫ਼ਰਵਰੀ (ਪੈਗ਼ਾਮ-ਏ-ਜਗਤ) xyxy=(525,944,621,955)
byline-line-1: ਅੰਬਾਲਾ, 9 ਫ਼ਰਵਰੀ xyxy=(541,647,605,658)
divider xyxy=(510,562,1002,564)
paragraph: ਜ਼ਿਲ੍ਹਾ ਸਕੱਤਰੇਤ ਕੰਪਲੈਕਸ ਵਿਖੇ ਸੋਮਵਾਰ ਨੂੰ ਇੱਕ ਸਮਾਧਾਨ ਕੈਂਪ ਲਗਾਇਆ ਗਿਆ। ਇਸ ਦੌਰਾਨ ਐਸਡੀਐਮ ਰਾਜੇਸ਼ ਖੋਥ ਨੇ ਪ੍ਰਾਪਤ ਸ਼ਿਕਾਇਤਾਂ ਧਿਆਨ ਨਾਲ ਸੁਣੀਆਂ ਅਤੇ ਮੌਕੇ 'ਤੇ ਹੀ ਕਈ ਸਮੱਸਿਆਵਾਂ ਦਾ ਹੱਲ ਕੀਤਾ। xyxy=(16,693,134,787)
brand-block xyxy=(43,26,153,50)
